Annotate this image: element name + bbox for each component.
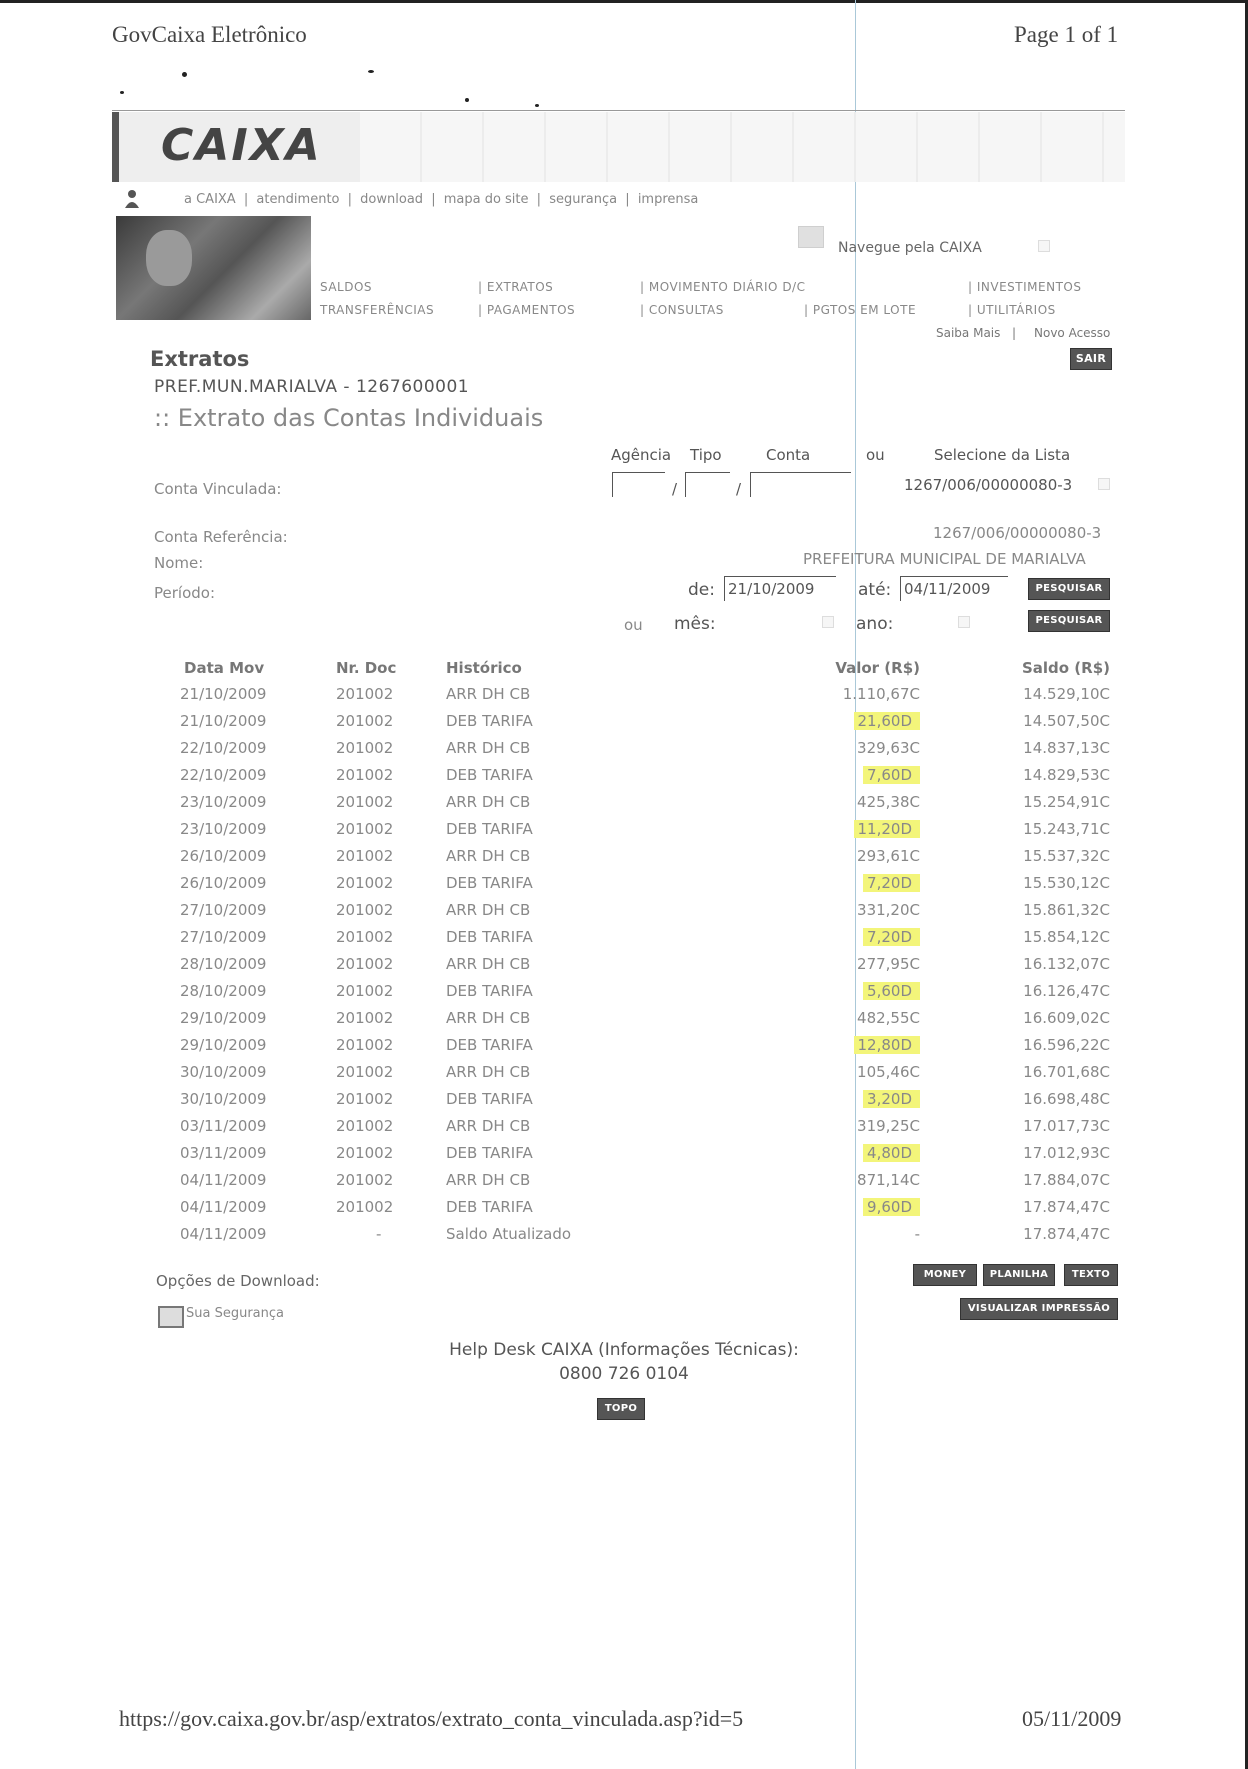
nav-a-caixa[interactable]: a CAIXA <box>184 192 236 207</box>
cell-doc: - <box>376 1224 382 1243</box>
scan-speck <box>182 72 187 77</box>
cell-valor: 277,95C <box>857 954 920 973</box>
section-title: :: Extrato das Contas Individuais <box>154 404 544 432</box>
cell-doc: 201002 <box>336 711 394 730</box>
account-select[interactable]: 1267/006/00000080-3 <box>904 476 1073 494</box>
table-row <box>166 788 1110 815</box>
cell-valor: 329,63C <box>857 738 920 757</box>
cell-valor-highlighted: 12,80D <box>854 1036 921 1054</box>
cell-valor-highlighted: 5,60D <box>863 982 920 1000</box>
company-name: PREF.MUN.MARIALVA - 1267600001 <box>154 377 470 397</box>
nav-atendimento[interactable]: atendimento <box>256 192 340 207</box>
subnav-transferencias[interactable]: TRANSFERÊNCIAS <box>320 303 435 317</box>
cell-date: 04/11/2009 <box>180 1197 267 1216</box>
de-date-input[interactable]: 21/10/2009 <box>724 576 836 601</box>
cell-hist: ARR DH CB <box>446 900 531 919</box>
cell-hist: Saldo Atualizado <box>446 1224 572 1243</box>
scan-speck <box>535 104 539 107</box>
print-site-title: GovCaixa Eletrônico <box>112 22 307 47</box>
col-data-mov: Data Mov <box>184 659 265 677</box>
ou-label: ou <box>866 446 885 464</box>
cell-valor: 1.110,67C <box>842 684 920 703</box>
ou-label-2: ou <box>624 616 643 634</box>
ano-dropdown-icon[interactable] <box>958 616 970 628</box>
cell-hist: ARR DH CB <box>446 1170 531 1189</box>
ate-label: até: <box>858 580 892 600</box>
print-url: https://gov.caixa.gov.br/asp/extratos/extrato_conta_vinculada.asp?id=5 <box>119 1706 744 1731</box>
link-separator: | <box>1012 326 1017 340</box>
selecione-label: Selecione da Lista <box>934 446 1071 464</box>
cell-valor-highlighted: 9,60D <box>863 1198 920 1216</box>
table-row <box>166 977 1110 1004</box>
table-row <box>166 1139 1110 1166</box>
agencia-label: Agência <box>611 446 672 464</box>
table-row <box>166 1166 1110 1193</box>
cell-date: 29/10/2009 <box>180 1008 267 1027</box>
cell-saldo: 17.874,47C <box>1023 1224 1110 1243</box>
cell-hist: ARR DH CB <box>446 792 531 811</box>
header-rule <box>112 110 1125 111</box>
cell-date: 21/10/2009 <box>180 711 267 730</box>
cell-date: 26/10/2009 <box>180 873 267 892</box>
cell-valor: 871,14C <box>857 1170 920 1189</box>
cell-date: 30/10/2009 <box>180 1062 267 1081</box>
cell-date: 22/10/2009 <box>180 765 267 784</box>
cell-valor: 293,61C <box>857 846 920 865</box>
de-label: de: <box>688 580 715 600</box>
cell-hist: DEB TARIFA <box>446 1143 533 1162</box>
col-saldo: Saldo (R$) <box>1021 659 1110 677</box>
scan-border-top <box>0 0 1248 3</box>
cell-saldo: 16.132,07C <box>1023 954 1110 973</box>
saiba-mais-link[interactable]: Saiba Mais <box>936 326 1001 340</box>
cell-hist: DEB TARIFA <box>446 1197 533 1216</box>
cell-doc: 201002 <box>336 765 394 784</box>
table-row <box>166 707 1110 734</box>
cell-valor-highlighted: 7,20D <box>863 874 920 892</box>
cell-doc: 201002 <box>336 684 394 703</box>
table-row <box>166 1004 1110 1031</box>
caixa-logo: CAIXA <box>161 120 322 171</box>
conta-label: Conta <box>766 446 811 464</box>
cell-doc: 201002 <box>336 873 394 892</box>
cell-date: 23/10/2009 <box>180 819 267 838</box>
lock-icon <box>158 1306 184 1328</box>
scan-speck <box>465 98 469 102</box>
navegue-dropdown-icon[interactable] <box>1038 240 1050 252</box>
banner-strip <box>360 112 1125 182</box>
cell-saldo: 15.537,32C <box>1023 846 1110 865</box>
cell-saldo: 16.596,22C <box>1023 1035 1110 1054</box>
cell-doc: 201002 <box>336 1008 394 1027</box>
cell-valor-highlighted: 11,20D <box>854 820 921 838</box>
cell-date: 28/10/2009 <box>180 981 267 1000</box>
cell-saldo: 17.012,93C <box>1023 1143 1110 1162</box>
cell-doc: 201002 <box>336 954 394 973</box>
page-title: Extratos <box>150 347 250 371</box>
nav-imprensa[interactable]: imprensa <box>637 192 699 207</box>
cell-saldo: 17.017,73C <box>1023 1116 1110 1135</box>
cell-hist: ARR DH CB <box>446 684 531 703</box>
cell-saldo: 14.837,13C <box>1023 738 1110 757</box>
subnav-extratos[interactable]: | EXTRATOS <box>478 280 554 294</box>
conta-input[interactable] <box>750 472 851 497</box>
cell-saldo: 17.884,07C <box>1023 1170 1110 1189</box>
cell-hist: DEB TARIFA <box>446 1035 533 1054</box>
table-row <box>166 815 1110 842</box>
scan-speck <box>368 70 374 73</box>
cell-hist: ARR DH CB <box>446 1116 531 1135</box>
cell-hist: ARR DH CB <box>446 846 531 865</box>
photo-person <box>146 230 192 286</box>
cell-hist: DEB TARIFA <box>446 711 533 730</box>
agencia-input[interactable] <box>612 472 665 497</box>
cell-date: 23/10/2009 <box>180 792 267 811</box>
subnav-saldos[interactable]: SALDOS <box>320 280 373 294</box>
slash-sep: / <box>736 480 742 498</box>
nav-mapa-do-site[interactable]: mapa do site <box>443 192 529 207</box>
pesquisar-mes-button[interactable]: PESQUISAR <box>1028 610 1110 632</box>
slash-sep: / <box>672 480 678 498</box>
table-row <box>166 1058 1110 1085</box>
col-nr-doc: Nr. Doc <box>336 659 397 677</box>
table-row <box>166 680 1110 707</box>
subnav-pgtos-em-lote[interactable]: | PGTOS EM LOTE <box>804 303 917 317</box>
nome-value: PREFEITURA MUNICIPAL DE MARIALVA <box>803 550 1086 568</box>
cell-saldo: 15.243,71C <box>1023 819 1110 838</box>
planilha-button[interactable]: PLANILHA <box>983 1264 1055 1286</box>
cell-saldo: 15.530,12C <box>1023 873 1110 892</box>
cell-valor-highlighted: 4,80D <box>863 1144 920 1162</box>
cell-date: 26/10/2009 <box>180 846 267 865</box>
navigation-grid-icon[interactable] <box>798 226 824 248</box>
cell-valor: 425,38C <box>857 792 920 811</box>
statement-table <box>166 656 1110 1247</box>
tipo-input[interactable] <box>685 472 730 497</box>
scan-speck <box>120 91 124 94</box>
table-row <box>166 1085 1110 1112</box>
cell-valor: 331,20C <box>857 900 920 919</box>
cell-doc: 201002 <box>336 792 394 811</box>
cell-doc: 201002 <box>336 927 394 946</box>
cell-saldo: 16.701,68C <box>1023 1062 1110 1081</box>
cell-valor-highlighted: 3,20D <box>863 1090 920 1108</box>
cell-hist: DEB TARIFA <box>446 1089 533 1108</box>
table-row <box>166 896 1110 923</box>
banner-photo <box>116 216 311 320</box>
cell-saldo: 15.854,12C <box>1023 927 1110 946</box>
cell-doc: 201002 <box>336 900 394 919</box>
cell-saldo: 15.861,32C <box>1023 900 1110 919</box>
cell-hist: DEB TARIFA <box>446 927 533 946</box>
cell-saldo: 14.829,53C <box>1023 765 1110 784</box>
cell-valor: 105,46C <box>857 1062 920 1081</box>
table-row <box>166 1193 1110 1220</box>
sair-button[interactable]: SAIR <box>1070 348 1112 370</box>
cell-doc: 201002 <box>336 738 394 757</box>
person-icon <box>122 188 144 210</box>
conta-referencia-value: 1267/006/00000080-3 <box>933 524 1102 542</box>
cell-hist: ARR DH CB <box>446 1008 531 1027</box>
texto-button[interactable]: TEXTO <box>1064 1264 1118 1286</box>
col-historico: Histórico <box>446 659 522 677</box>
main-nav: a CAIXA | atendimento | download | mapa do site | segurança | imprensa <box>184 192 699 207</box>
cell-date: 27/10/2009 <box>180 927 267 946</box>
print-page-count: Page 1 of 1 <box>1014 22 1119 47</box>
cell-doc: 201002 <box>336 1197 394 1216</box>
print-date: 05/11/2009 <box>1022 1706 1122 1731</box>
mes-dropdown-icon[interactable] <box>822 616 834 628</box>
table-header-row <box>166 656 1110 680</box>
cell-saldo: 16.698,48C <box>1023 1089 1110 1108</box>
cell-doc: 201002 <box>336 1062 394 1081</box>
table-row <box>166 761 1110 788</box>
table-row <box>166 1112 1110 1139</box>
cell-date: 29/10/2009 <box>180 1035 267 1054</box>
cell-saldo: 14.529,10C <box>1023 684 1110 703</box>
pesquisar-periodo-button[interactable]: PESQUISAR <box>1028 578 1110 600</box>
cell-valor-highlighted: 7,60D <box>863 766 920 784</box>
cell-date: 03/11/2009 <box>180 1116 267 1135</box>
helpdesk-phone: 0800 726 0104 <box>559 1364 689 1384</box>
helpdesk-title: Help Desk CAIXA (Informações Técnicas): <box>449 1340 799 1360</box>
cell-hist: DEB TARIFA <box>446 981 533 1000</box>
subnav-investimentos[interactable]: | INVESTIMENTOS <box>968 280 1082 294</box>
cell-doc: 201002 <box>336 1170 394 1189</box>
cell-doc: 201002 <box>336 1035 394 1054</box>
cell-date: 30/10/2009 <box>180 1089 267 1108</box>
cell-hist: ARR DH CB <box>446 1062 531 1081</box>
cell-date: 21/10/2009 <box>180 684 267 703</box>
topo-button[interactable]: TOPO <box>597 1398 645 1420</box>
subnav-consultas[interactable]: | CONSULTAS <box>640 303 724 317</box>
cell-date: 04/11/2009 <box>180 1224 267 1243</box>
table-row <box>166 842 1110 869</box>
cell-doc: 201002 <box>336 819 394 838</box>
cell-saldo: 17.874,47C <box>1023 1197 1110 1216</box>
cell-hist: ARR DH CB <box>446 738 531 757</box>
download-options-label: Opções de Download: <box>156 1272 320 1290</box>
cell-date: 28/10/2009 <box>180 954 267 973</box>
periodo-label: Período: <box>154 584 216 602</box>
nome-label: Nome: <box>154 554 204 572</box>
novo-acesso-link[interactable]: Novo Acesso <box>1034 326 1111 340</box>
cell-date: 04/11/2009 <box>180 1170 267 1189</box>
cell-saldo: 14.507,50C <box>1023 711 1110 730</box>
caixa-logo-area[interactable] <box>112 112 367 182</box>
conta-vinculada-label: Conta Vinculada: <box>154 480 282 498</box>
money-button[interactable]: MONEY <box>913 1264 977 1286</box>
subnav-movimento[interactable]: | MOVIMENTO DIÁRIO D/C <box>640 280 806 294</box>
table-row <box>166 950 1110 977</box>
nav-download[interactable]: download <box>360 192 424 207</box>
cell-valor: - <box>914 1224 920 1243</box>
visualizar-impressao-button[interactable]: VISUALIZAR IMPRESSÃO <box>960 1298 1118 1320</box>
cell-doc: 201002 <box>336 1089 394 1108</box>
cell-date: 27/10/2009 <box>180 900 267 919</box>
cell-valor: 319,25C <box>857 1116 920 1135</box>
cell-hist: DEB TARIFA <box>446 765 533 784</box>
cell-saldo: 16.126,47C <box>1023 981 1110 1000</box>
cell-doc: 201002 <box>336 981 394 1000</box>
subnav-pagamentos[interactable]: | PAGAMENTOS <box>478 303 576 317</box>
cell-valor: 482,55C <box>857 1008 920 1027</box>
cell-hist: DEB TARIFA <box>446 873 533 892</box>
ate-date-input[interactable]: 04/11/2009 <box>900 576 1008 601</box>
table-row-saldo-atualizado <box>166 1220 1110 1247</box>
ano-label: ano: <box>856 614 894 634</box>
cell-date: 22/10/2009 <box>180 738 267 757</box>
cell-hist: DEB TARIFA <box>446 819 533 838</box>
cell-doc: 201002 <box>336 1143 394 1162</box>
cell-valor-highlighted: 7,20D <box>863 928 920 946</box>
table-row <box>166 1031 1110 1058</box>
conta-referencia-label: Conta Referência: <box>154 528 288 546</box>
table-row <box>166 734 1110 761</box>
table-row <box>166 869 1110 896</box>
table-row <box>166 923 1110 950</box>
cell-doc: 201002 <box>336 1116 394 1135</box>
cell-date: 03/11/2009 <box>180 1143 267 1162</box>
nav-seguranca[interactable]: segurança <box>549 192 618 207</box>
cell-valor-highlighted: 21,60D <box>854 712 921 730</box>
col-valor: Valor (R$) <box>835 659 920 677</box>
cell-saldo: 16.609,02C <box>1023 1008 1110 1027</box>
tipo-label: Tipo <box>690 446 722 464</box>
subnav-utilitarios[interactable]: | UTILITÁRIOS <box>968 303 1056 317</box>
cell-doc: 201002 <box>336 846 394 865</box>
mes-label: mês: <box>674 614 716 634</box>
cell-saldo: 15.254,91C <box>1023 792 1110 811</box>
sua-seguranca-link[interactable]: Sua Segurança <box>186 1306 284 1321</box>
cell-hist: ARR DH CB <box>446 954 531 973</box>
navegue-pela-caixa[interactable]: Navegue pela CAIXA <box>838 240 982 256</box>
account-dropdown-icon[interactable] <box>1098 478 1110 490</box>
